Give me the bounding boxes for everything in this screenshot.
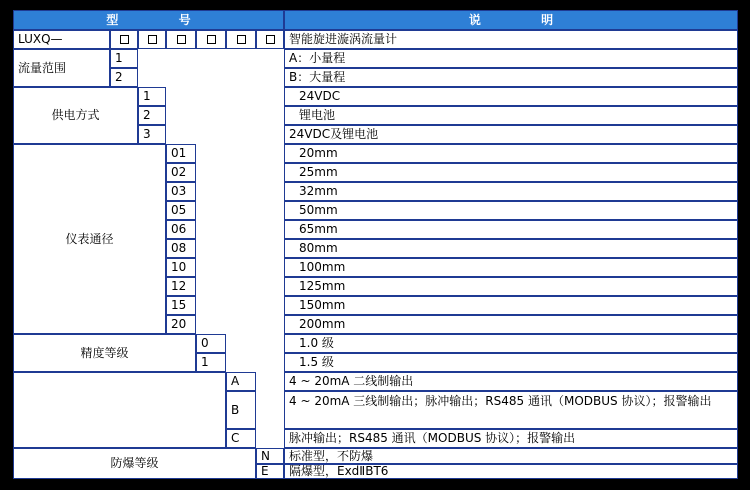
code-slot-4 bbox=[196, 30, 226, 49]
diameter-label: 仪表通径 bbox=[13, 144, 166, 334]
model-selection-table bbox=[13, 10, 738, 479]
range-code: 1 bbox=[110, 49, 138, 68]
code-slot-1 bbox=[110, 30, 138, 49]
diameter-code: 12 bbox=[166, 277, 196, 296]
header-description: 说 明 bbox=[284, 10, 738, 30]
diameter-desc: 200mm bbox=[284, 315, 738, 334]
range-label: 流量范围 bbox=[13, 49, 110, 87]
diameter-code: 06 bbox=[166, 220, 196, 239]
diameter-code: 03 bbox=[166, 182, 196, 201]
slot-box-icon bbox=[148, 35, 157, 44]
diameter-code: 20 bbox=[166, 315, 196, 334]
diameter-desc: 80mm bbox=[284, 239, 738, 258]
diameter-desc: 32mm bbox=[284, 182, 738, 201]
diameter-desc: 150mm bbox=[284, 296, 738, 315]
output-code: B bbox=[226, 391, 256, 429]
power-code: 1 bbox=[138, 87, 166, 106]
range-desc: A：小量程 bbox=[284, 49, 738, 68]
output-desc: 4 ~ 20mA 二线制输出 bbox=[284, 372, 738, 391]
power-code: 2 bbox=[138, 106, 166, 125]
diameter-code: 10 bbox=[166, 258, 196, 277]
explosion-code: N bbox=[256, 448, 284, 464]
slot-box-icon bbox=[237, 35, 246, 44]
diameter-desc: 50mm bbox=[284, 201, 738, 220]
code-slot-5 bbox=[226, 30, 256, 49]
diameter-code: 15 bbox=[166, 296, 196, 315]
slot-box-icon bbox=[177, 35, 186, 44]
power-label: 供电方式 bbox=[13, 87, 138, 144]
model-prefix: LUXQ— bbox=[13, 30, 110, 49]
diameter-desc: 125mm bbox=[284, 277, 738, 296]
accuracy-desc: 1.5 级 bbox=[284, 353, 738, 372]
output-code: A bbox=[226, 372, 256, 391]
diameter-code: 08 bbox=[166, 239, 196, 258]
diameter-desc: 25mm bbox=[284, 163, 738, 182]
explosion-desc: 隔爆型，ExdⅡBT6 bbox=[284, 464, 738, 479]
code-slot-6 bbox=[256, 30, 284, 49]
slot-box-icon bbox=[266, 35, 275, 44]
power-desc: 24VDC及锂电池 bbox=[284, 125, 738, 144]
accuracy-desc: 1.0 级 bbox=[284, 334, 738, 353]
diameter-desc: 20mm bbox=[284, 144, 738, 163]
accuracy-code: 0 bbox=[196, 334, 226, 353]
power-desc: 24VDC bbox=[284, 87, 738, 106]
power-desc: 锂电池 bbox=[284, 106, 738, 125]
range-desc: B：大量程 bbox=[284, 68, 738, 87]
explosion-label: 防爆等级 bbox=[13, 448, 256, 479]
slot-box-icon bbox=[207, 35, 216, 44]
output-code: C bbox=[226, 429, 256, 448]
intro-description: 智能旋进漩涡流量计 bbox=[284, 30, 738, 49]
diameter-code: 01 bbox=[166, 144, 196, 163]
output-desc: 脉冲输出；RS485 通讯（MODBUS 协议）；报警输出 bbox=[284, 429, 738, 448]
accuracy-label: 精度等级 bbox=[13, 334, 196, 372]
diameter-code: 05 bbox=[166, 201, 196, 220]
power-code: 3 bbox=[138, 125, 166, 144]
accuracy-code: 1 bbox=[196, 353, 226, 372]
explosion-desc: 标准型，不防爆 bbox=[284, 448, 738, 464]
diameter-desc: 100mm bbox=[284, 258, 738, 277]
range-code: 2 bbox=[110, 68, 138, 87]
slot-box-icon bbox=[120, 35, 129, 44]
output-desc: 4 ~ 20mA 三线制输出；脉冲输出；RS485 通讯（MODBUS 协议）；报警输出 bbox=[284, 391, 738, 429]
header-model: 型 号 bbox=[13, 10, 284, 30]
output-label-empty bbox=[13, 372, 226, 448]
diameter-code: 02 bbox=[166, 163, 196, 182]
code-slot-3 bbox=[166, 30, 196, 49]
explosion-code: E bbox=[256, 464, 284, 479]
code-slot-2 bbox=[138, 30, 166, 49]
diameter-desc: 65mm bbox=[284, 220, 738, 239]
